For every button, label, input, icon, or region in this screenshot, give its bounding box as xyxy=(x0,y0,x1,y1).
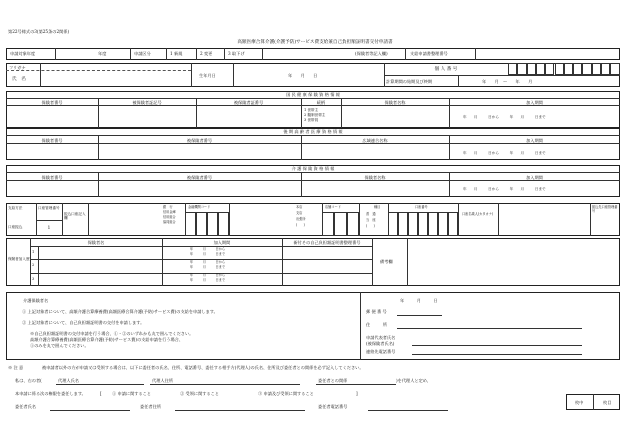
history-remarks-label: 備考欄 xyxy=(380,259,393,264)
delegation-note-text: 被申請者以外の方が申請又は受領する場合は、以下に委任者の氏名、住所、電話番号、委任する相手方(代理人)の氏名、住所及び委任者との関係を必ず記入してください。 xyxy=(42,365,364,370)
digit-cell[interactable] xyxy=(334,212,346,236)
year-suffix: 年度 xyxy=(98,51,107,56)
bank-type-shinkumi[interactable]: 信用組合 xyxy=(163,215,176,219)
addressee: 介護保険者名 xyxy=(23,298,49,303)
history-row-number: 1 xyxy=(32,250,35,254)
authority-option-2[interactable]: ② 受領に関すること xyxy=(180,391,220,396)
history-side-label: 保険者加入歴 xyxy=(8,257,30,261)
calc-period-label: 計算期間の始期及び終期 xyxy=(386,79,433,84)
history-row-number: 3 xyxy=(32,276,35,281)
digit-cell[interactable] xyxy=(185,212,196,236)
history-number-header: 新付その自己負担額証明書整理番号 xyxy=(293,240,361,245)
digit-cell[interactable] xyxy=(517,63,526,75)
branch-code-label: 店舗コード xyxy=(325,205,341,209)
furigana-label: フリガナ xyxy=(9,65,26,70)
rep-name-label: 申請代表者氏名 xyxy=(366,335,396,340)
holder-label: 口座名義人(カタカナ) xyxy=(462,212,494,216)
digit-cell[interactable] xyxy=(418,212,428,236)
elderly-insurer-number-header: 保険者番号 xyxy=(41,138,63,143)
declaration-item-1: ① 上記対象者について、高額介護合算療養費(高額医療合算介護(予防)サービス費)の支給を申請します。 xyxy=(22,309,218,314)
account-type-ordinary[interactable]: 普 通 xyxy=(366,212,376,216)
transfer-account-label: 振込口座記入欄 xyxy=(64,212,86,221)
branch-sub[interactable]: 出張所 xyxy=(296,217,306,221)
history-period-from: 年 月 日から xyxy=(190,259,226,264)
branch-branch[interactable]: 支店 xyxy=(296,211,303,215)
nhi-type-2[interactable]: 2 擬制世帯主 xyxy=(304,113,326,117)
delegation-intro: 私は、右の者( xyxy=(15,378,42,383)
birthdate-label: 生年月日 xyxy=(199,73,216,78)
ltc-insurer-number-header: 保険者番号 xyxy=(41,175,63,180)
account-number-label: 口座番号 xyxy=(415,205,428,209)
ltc-insurer-name-header: 保険者名称 xyxy=(364,175,386,180)
digit-cell[interactable] xyxy=(508,63,517,75)
payment-number-label: 支給申請書整理番号 xyxy=(410,51,448,56)
authority-text: 本申請に係る次の権限を委任します。 xyxy=(15,391,86,396)
ltc-section-title: 介 護 保 険 資 格 情 報 xyxy=(291,166,335,171)
digit-cell[interactable] xyxy=(322,212,334,236)
declaration-item-2: ② 上記対象者について、自己負担額証明書の交付を申請します。 xyxy=(22,320,145,325)
delegation-intro-end: )を代理人と定め、 xyxy=(396,378,431,383)
address-label: 住 所 xyxy=(366,322,387,327)
nhi-insurer-number-header: 保険者番号 xyxy=(41,100,63,105)
branch-other[interactable]: ( ) xyxy=(296,223,305,227)
form-title: 高額医療合算介護(介護予防)サービス費支給兼自己負担額証明書交付申請書 xyxy=(237,40,393,45)
declaration-date: 年 月 日 xyxy=(400,298,438,303)
branch-head[interactable]: 本店 xyxy=(296,205,303,209)
agent-name-label: 代理人氏名 xyxy=(58,378,79,383)
digit-cell[interactable] xyxy=(428,212,438,236)
nhi-type-3[interactable]: 3 世帯員 xyxy=(304,118,319,122)
digit-cell[interactable] xyxy=(347,212,359,236)
digit-cell[interactable] xyxy=(196,212,207,236)
elderly-period-value: 年 月 日から 年 月 日まで xyxy=(463,151,546,155)
calc-period-value: 年 月 〜 年 月 xyxy=(482,79,533,84)
history-period-from: 年 月 日から xyxy=(190,246,226,251)
digit-cell[interactable] xyxy=(438,212,448,236)
bank-type-kyodo[interactable]: 協同組合 xyxy=(163,220,176,224)
digit-cell[interactable] xyxy=(388,212,398,236)
declaration-block xyxy=(6,292,620,360)
digit-cell[interactable] xyxy=(527,63,536,75)
declaration-note-3: ①のみを丸で囲んでください。 xyxy=(30,343,89,348)
history-period-to: 年 月 日まで xyxy=(190,251,226,256)
phone-label: 連絡先電話番号 xyxy=(366,349,396,354)
nhi-section-title: 国 民 健 康 保 険 資 格 情 報 xyxy=(286,92,340,97)
ltc-insured-number-header: 被保険者番号 xyxy=(186,175,213,180)
ltc-period-value: 年 月 日から 年 月 日まで xyxy=(463,187,546,191)
digit-cell[interactable] xyxy=(218,212,229,236)
application-type-label: 申請区分 xyxy=(134,51,151,56)
digit-cell[interactable] xyxy=(448,212,458,236)
insurer-use-label: (保険者等記入欄) xyxy=(355,51,388,56)
authority-bracket-open: [ xyxy=(100,391,102,396)
rep-name-sub: (被保険者氏名) xyxy=(366,341,395,346)
inst-code-label: 金融機関コード xyxy=(188,205,211,209)
elderly-section-title: 後 期 高 齢 者 医 療 資 格 情 報 xyxy=(283,129,343,134)
nhi-period-value: 年 月 日から 年 月 日まで xyxy=(463,115,546,119)
history-period-to: 年 月 日まで xyxy=(190,264,226,269)
digit-cell[interactable] xyxy=(610,63,619,75)
authority-option-3[interactable]: ③ 申請及び受領に関すること xyxy=(258,391,314,396)
account-type-label: 種目 xyxy=(374,205,381,209)
type-change-option[interactable]: 2 変更 xyxy=(200,51,213,56)
declaration-note-1: ※自己負担額証明書の交付申請を行う場合、①・②のいずれかも丸で囲んでください。 xyxy=(30,331,194,336)
nhi-insured-number-header: 被保険者証番号 xyxy=(233,100,264,105)
personal-number-label: 個 人 番 号 xyxy=(434,67,458,72)
nhi-insured-symbol-header: 被保険者証記号 xyxy=(132,100,162,105)
account-type-other[interactable]: ( ) xyxy=(366,224,375,228)
form-number: 第22号様式の3(第25条の2関係) xyxy=(8,29,70,34)
bank-transfer-label: 口座振込 xyxy=(8,225,23,229)
digit-cell[interactable] xyxy=(601,63,610,75)
nhi-period-header: 加入期間 xyxy=(526,100,543,105)
delegator-address-label: 委任者住所 xyxy=(140,404,161,409)
digit-cell[interactable] xyxy=(536,63,545,75)
page-current-label: 枚目 xyxy=(603,400,612,405)
payee-mgmt-label: 振込先口座管理番号 xyxy=(592,205,618,213)
elderly-period-header: 加入期間 xyxy=(526,138,543,143)
authority-option-1[interactable]: ① 申請に関すること xyxy=(112,391,152,396)
digit-cell[interactable] xyxy=(564,63,573,75)
account-mgmt-value: 1 xyxy=(47,225,51,230)
declaration-note-2: 高額介護合算療養費(高額医療合算介護(予防)サービス費)の支給申請を行う場合、 xyxy=(30,337,184,342)
postal-code-label: 郵 便 番 号 xyxy=(366,309,387,314)
nhi-type-1[interactable]: 1 世帯主 xyxy=(304,108,319,112)
account-type-current[interactable]: 当 座 xyxy=(366,218,376,222)
digit-cell[interactable] xyxy=(573,63,582,75)
agent-address-label: 代理人住所 xyxy=(152,378,173,383)
account-mgmt-label: 口座管理番号 xyxy=(38,206,60,210)
delegator-phone-label: 委任者電話番号 xyxy=(318,404,348,409)
elderly-union-name-header: 広域連合名称 xyxy=(362,138,388,143)
digit-cell[interactable] xyxy=(207,212,218,236)
digit-cell[interactable] xyxy=(592,63,601,75)
history-period-from: 年 月 日から xyxy=(190,273,226,278)
history-period-to: 年 月 日まで xyxy=(190,278,226,283)
digit-cell[interactable] xyxy=(545,63,554,75)
page-total-label: 枚中 xyxy=(575,400,584,405)
delegation-note-label: ※ 注 意 xyxy=(8,365,24,370)
applicant-name-label: 氏 名 xyxy=(12,77,26,82)
nhi-type-header: 続柄 xyxy=(316,100,326,105)
digit-cell[interactable] xyxy=(555,63,564,75)
bank-type-bank[interactable]: 銀 行 xyxy=(163,205,173,209)
digit-cell[interactable] xyxy=(398,212,408,236)
ltc-period-header: 加入期間 xyxy=(526,175,543,180)
bank-section xyxy=(6,203,620,236)
bank-type-shinkin[interactable]: 信用金庫 xyxy=(163,210,176,214)
nhi-insurer-name-header: 保険者名称 xyxy=(384,100,406,105)
payment-method-label: 支給方法 xyxy=(8,206,23,210)
relation-label: 委任者との関係 xyxy=(318,378,348,383)
type-withdraw-option[interactable]: 3 取下げ xyxy=(228,51,245,56)
authority-bracket-close: ] xyxy=(356,391,358,396)
digit-cell[interactable] xyxy=(408,212,418,236)
application-year-label: 申請対象年度 xyxy=(10,51,36,56)
history-period-header: 加入期間 xyxy=(213,240,231,245)
digit-cell[interactable] xyxy=(582,63,591,75)
history-insurer-header: 保険者名 xyxy=(87,240,105,245)
elderly-insured-number-header: 被保険者番号 xyxy=(186,138,213,143)
history-row-number: 2 xyxy=(32,263,35,268)
delegator-name-label: 委任者氏名 xyxy=(15,404,36,409)
type-new-option[interactable]: 1 新規 xyxy=(170,51,183,56)
birthdate-value: 年 月 日 xyxy=(288,73,318,78)
